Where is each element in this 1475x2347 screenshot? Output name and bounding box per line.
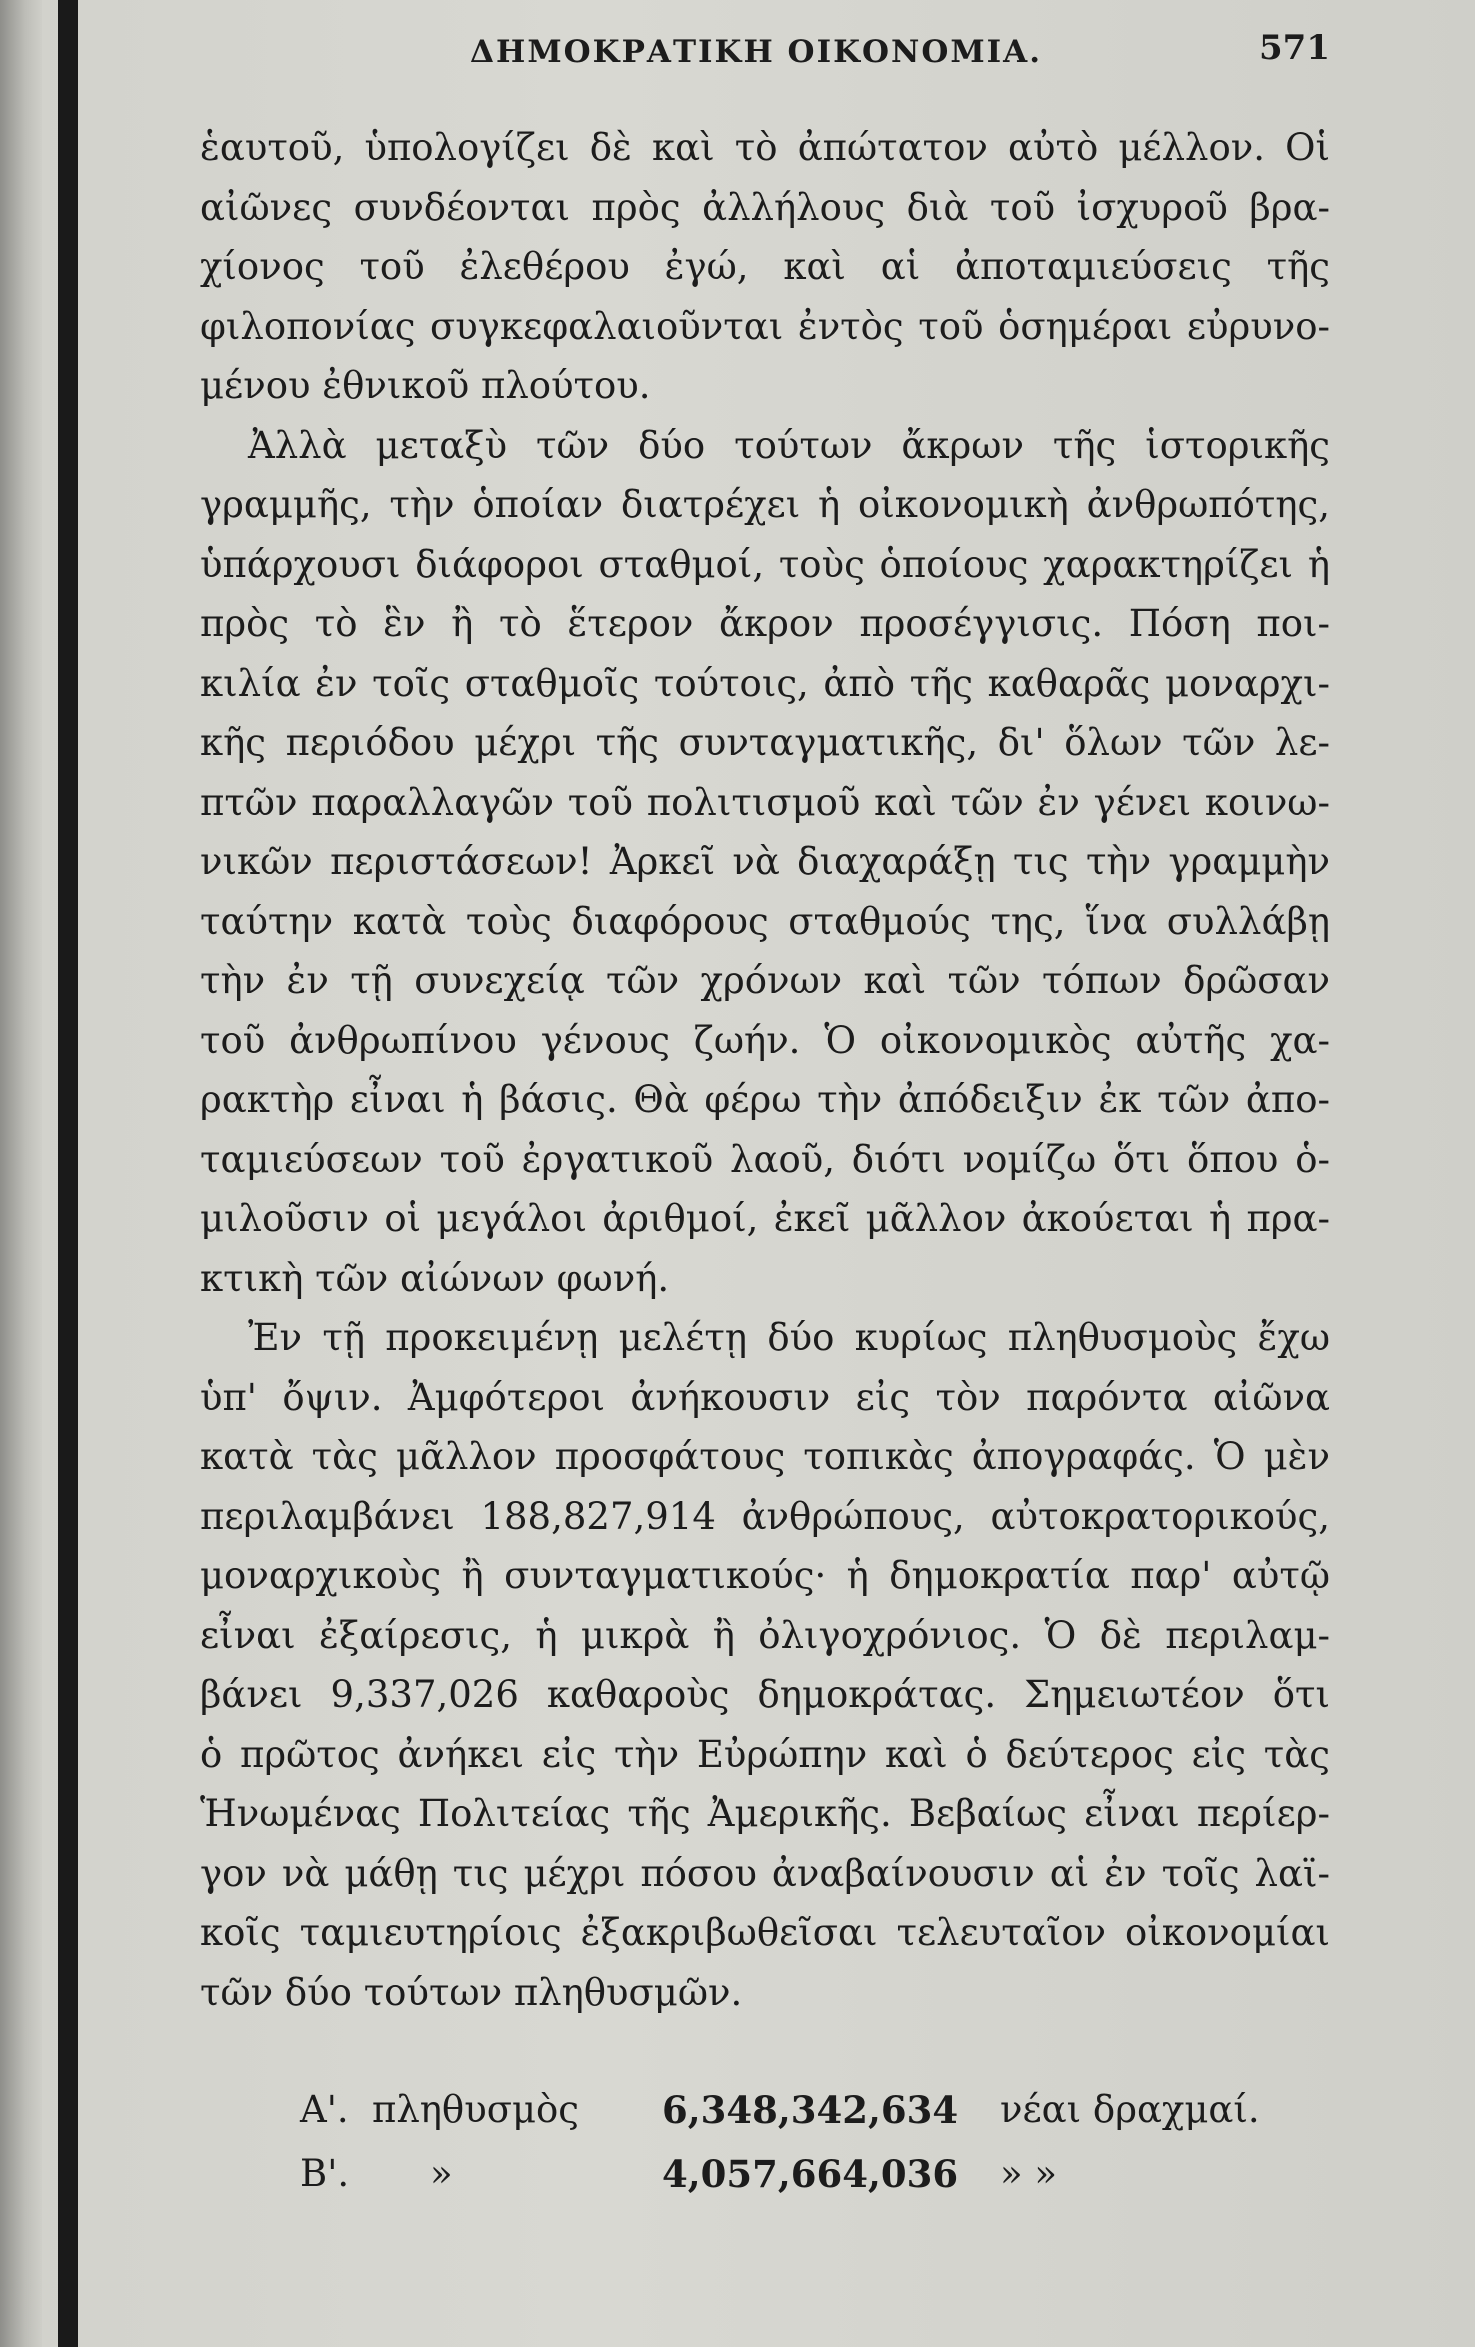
text-line: πρὸς τὸ ἓν ἢ τὸ ἕτερον ἄκρον προσέγγισις. Πόση ποι- [200, 602, 1330, 645]
running-title: ΔΗΜΟΚΡΑΤΙΚΗ ΟΙΚΟΝΟΜΙΑ. [470, 34, 1043, 70]
text-line: περιλαμβάνει 188,827,914 ἀνθρώπους, αὐτοκρατορικούς, [200, 1494, 1330, 1538]
text-line: αἰῶνες συνδέονται πρὸς ἀλλήλους διὰ τοῦ ἰσχυροῦ βρα- [200, 185, 1330, 229]
row-unit: νέαι δραχμαί. [1000, 2088, 1260, 2131]
row-label: Β'. [300, 2152, 350, 2195]
text-line: μένου ἐθνικοῦ πλούτου. [200, 364, 651, 407]
text-line: ὑπ' ὄψιν. Ἀμφότεροι ἀνήκουσιν εἰς τὸν παρόντα αἰῶνα [200, 1375, 1330, 1419]
text-line: Ἐν τῇ προκειμένῃ μελέτῃ δύο κυρίως πληθυσμοὺς ἔχω [248, 1316, 1330, 1359]
text-line: τὴν ἐν τῇ συνεχείᾳ τῶν χρόνων καὶ τῶν τόπων δρῶσαν [200, 959, 1330, 1002]
text-line: κῆς περιόδου μέχρι τῆς συνταγματικῆς, δι' ὅλων τῶν λε- [200, 721, 1330, 764]
row-unit: » » [1000, 2152, 1058, 2195]
gutter-dark-edge [58, 0, 78, 2347]
table-row [300, 2078, 1280, 2142]
row-value: 4,057,664,036 [662, 2152, 959, 2196]
text-line: κιλία ἐν τοῖς σταθμοῖς τούτοις, ἀπὸ τῆς καθαρᾶς μοναρχι- [200, 661, 1330, 705]
text-line: τοῦ ἀνθρωπίνου γένους ζωήν. Ὁ οἰκονομικὸς αὐτῆς χα- [200, 1018, 1330, 1062]
text-line: χίονος τοῦ ἐλεθέρου ἐγώ, καὶ αἱ ἀποταμιεύσεις τῆς [200, 245, 1330, 288]
text-line: μιλοῦσιν οἱ μεγάλοι ἀριθμοί, ἐκεῖ μᾶλλον ἀκούεται ἡ πρα- [200, 1197, 1330, 1240]
text-line: Ἡνωμένας Πολιτείας τῆς Ἀμερικῆς. Βεβαίως εἶναι περίερ- [200, 1792, 1330, 1835]
text-line: Ἀλλὰ μεταξὺ τῶν δύο τούτων ἄκρων τῆς ἱστορικῆς [248, 423, 1330, 467]
text-line: ταμιεύσεων τοῦ ἐργατικοῦ λαοῦ, διότι νομίζω ὅτι ὅπου ὁ- [200, 1137, 1330, 1181]
text-line: γον νὰ μάθῃ τις μέχρι πόσου ἀναβαίνουσιν αἱ ἐν τοῖς λαϊ- [200, 1851, 1330, 1895]
text-line: ὁ πρῶτος ἀνήκει εἰς τὴν Εὐρώπην καὶ ὁ δεύτερος εἰς τὰς [200, 1732, 1330, 1776]
text-line: ρακτὴρ εἶναι ἡ βάσις. Θὰ φέρω τὴν ἀπόδειξιν ἐκ τῶν ἀπο- [200, 1078, 1330, 1121]
text-line: κατὰ τὰς μᾶλλον προσφάτους τοπικὰς ἀπογραφάς. Ὁ μὲν [200, 1435, 1330, 1478]
text-line: φιλοπονίας συγκεφαλαιοῦνται ἐντὸς τοῦ ὁσημέραι εὐρυνο- [200, 304, 1330, 348]
text-line: κοῖς ταμιευτηρίοις ἐξακριβωθεῖσαι τελευταῖον οἰκονομίαι [200, 1911, 1330, 1954]
row-description: » [430, 2152, 453, 2195]
text-line: νικῶν περιστάσεων! Ἀρκεῖ νὰ διαχαράξῃ τις τὴν γραμμὴν [200, 840, 1330, 883]
text-line: πτῶν παραλλαγῶν τοῦ πολιτισμοῦ καὶ τῶν ἐν γένει κοινω- [200, 780, 1330, 824]
text-line: τῶν δύο τούτων πληθυσμῶν. [200, 1970, 743, 2014]
table-row [300, 2142, 1280, 2206]
text-line: μοναρχικοὺς ἢ συνταγματικούς· ἡ δημοκρατία παρ' αὐτῷ [200, 1554, 1330, 1597]
text-line: κτικὴ τῶν αἰώνων φωνή. [200, 1256, 670, 1300]
statistics-table [300, 2078, 1280, 2206]
body-text [200, 118, 1330, 2022]
text-line: εἶναι ἐξαίρεσις, ἡ μικρὰ ἢ ὀλιγοχρόνιος. Ὁ δὲ περιλαμ- [200, 1613, 1330, 1657]
text-line: ταύτην κατὰ τοὺς διαφόρους σταθμούς της, ἵνα συλλάβῃ [200, 899, 1330, 943]
page-number: 571 [1259, 28, 1330, 68]
row-label: Α'. [300, 2088, 349, 2131]
text-line: ἑαυτοῦ, ὑπολογίζει δὲ καὶ τὸ ἀπώτατον αὐτὸ μέλλον. Οἱ [200, 126, 1330, 169]
page-header [470, 28, 1330, 88]
book-spine-shadow [0, 0, 42, 2347]
row-value: 6,348,342,634 [662, 2088, 959, 2132]
text-line: βάνει 9,337,026 καθαροὺς δημοκράτας. Σημειωτέον ὅτι [200, 1673, 1330, 1716]
text-line: γραμμῆς, τὴν ὁποίαν διατρέχει ἡ οἰκονομικὴ ἀνθρωπότης, [200, 483, 1330, 526]
text-line: ὑπάρχουσι διάφοροι σταθμοί, τοὺς ὁποίους χαρακτηρίζει ἡ [200, 542, 1330, 586]
row-description: πληθυσμὸς [372, 2088, 580, 2131]
